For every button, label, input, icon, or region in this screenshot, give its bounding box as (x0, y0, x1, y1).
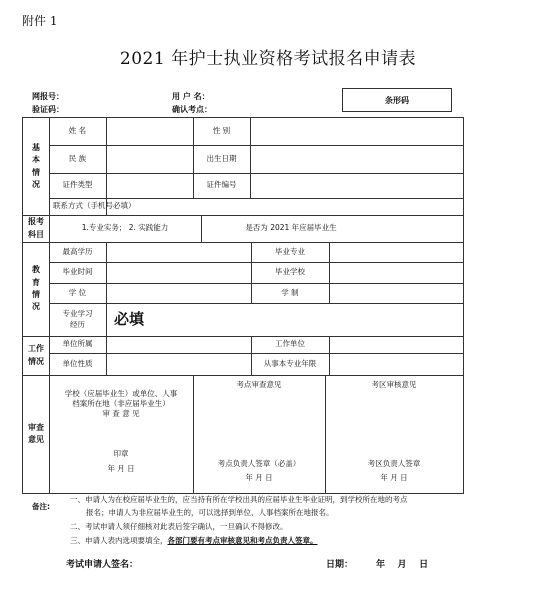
point-date: 年 月 日 (245, 472, 273, 482)
xuewei-field[interactable] (106, 283, 251, 303)
id-type-field[interactable] (106, 173, 193, 198)
birth-label: 出生日期 (206, 153, 237, 163)
section-basic-label: 基 本 情 况 (32, 142, 40, 189)
point-sign: 考点负责人签章（必盖） (217, 458, 301, 468)
grad-time-field[interactable] (106, 262, 251, 283)
years-label: 从事本专业年限 (263, 358, 317, 368)
barcode-label: 条形码 (385, 95, 409, 105)
grad-time-label: 毕业时间 (62, 267, 93, 277)
birth-field[interactable] (250, 145, 463, 173)
attachment-label: 附件 1 (22, 14, 58, 28)
point-review-title: 考点审查意见 (236, 379, 282, 389)
school-label: 毕业学校 (275, 267, 305, 277)
name-field[interactable] (106, 118, 193, 145)
major-field[interactable] (329, 242, 463, 262)
required-mark: 必填 (113, 310, 144, 329)
section-subject-label: 报考 科目 (28, 217, 44, 239)
id-type-label: 证件类型 (62, 180, 93, 190)
xuezhi-label: 学 制 (281, 287, 299, 297)
note-1b: 报名；申请人为非应届毕业生的，可以选择到单位、人事档案所在地报名。 (86, 508, 334, 517)
id-no-label: 证件编号 (206, 180, 237, 190)
ethnicity-label: 民 族 (68, 153, 87, 163)
id-no-field[interactable] (250, 173, 463, 198)
employer-label: 单位所属 (62, 339, 93, 349)
employer-field[interactable] (106, 336, 251, 353)
ethnicity-field[interactable] (106, 145, 193, 173)
date-fields: 年 月 日 (376, 560, 429, 570)
section-work-label: 工作 情况 (28, 344, 44, 366)
section-education-label: 教 育 情 况 (32, 265, 40, 312)
applicant-signature-label: 考试申请人签名： (66, 560, 139, 570)
school-date: 年 月 日 (107, 463, 135, 473)
district-date: 年 月 日 (380, 472, 408, 482)
unit-field[interactable] (329, 336, 463, 353)
district-sign: 考区负责人签章 (367, 458, 421, 468)
username-label: 用 户 名： (172, 92, 210, 101)
nature-label: 单位性质 (62, 358, 93, 368)
application-table (22, 117, 464, 494)
verify-code-label: 验证码： (32, 105, 64, 114)
major-label: 毕业专业 (275, 246, 305, 256)
note-1a: 一、申请人为在校应届毕业生的，应当持有所在学校出具的应届毕业生毕业证明，到学校所在地的考点 (70, 495, 408, 504)
name-label: 姓 名 (68, 126, 87, 136)
section-review-label: 审查 意见 (28, 422, 44, 444)
degree-label: 最高学历 (62, 246, 93, 256)
notes-label: 备注: (32, 502, 50, 511)
xuezhi-field[interactable] (329, 283, 463, 303)
form-title: 2021 年护士执业资格考试报名申请表 (119, 49, 417, 69)
district-review-title: 考区审核意见 (371, 379, 417, 389)
barcode-box (342, 88, 452, 112)
note-2: 二、考试申请人须仔细核对此表后签字确认，一旦确认不得修改。 (70, 522, 288, 531)
school-field[interactable] (329, 262, 463, 283)
note-3: 三、申请人表内选项要填全，各部门要有考点审核意见和考点负责人签章。 (70, 536, 318, 545)
confirm-point-label: 确认考点： (172, 105, 212, 114)
date-label: 日期： (326, 560, 354, 570)
gender-label: 性 别 (212, 126, 231, 136)
gender-field[interactable] (250, 118, 463, 145)
nature-field[interactable] (106, 353, 251, 375)
net-id-label: 网报号： (32, 92, 64, 101)
degree-field[interactable] (106, 242, 251, 262)
unit-label: 工作单位 (275, 339, 305, 349)
graduate-question: 是否为 2021 年应届毕业生 (245, 223, 337, 233)
years-field[interactable] (329, 353, 463, 375)
school-review-title: 学校（应届毕业生）或单位、人事 档案所在地（非应届毕业生） 审 查 意 见 (64, 388, 178, 419)
subject-options[interactable]: 1.专业实务； 2. 实践能力 (81, 223, 169, 233)
school-seal: 印章 (113, 448, 129, 458)
study-history-label: 专业学习 经历 (62, 309, 93, 329)
xuewei-label: 学 位 (68, 287, 87, 297)
contact-label: 联系方式（手机号必填） (53, 201, 136, 211)
